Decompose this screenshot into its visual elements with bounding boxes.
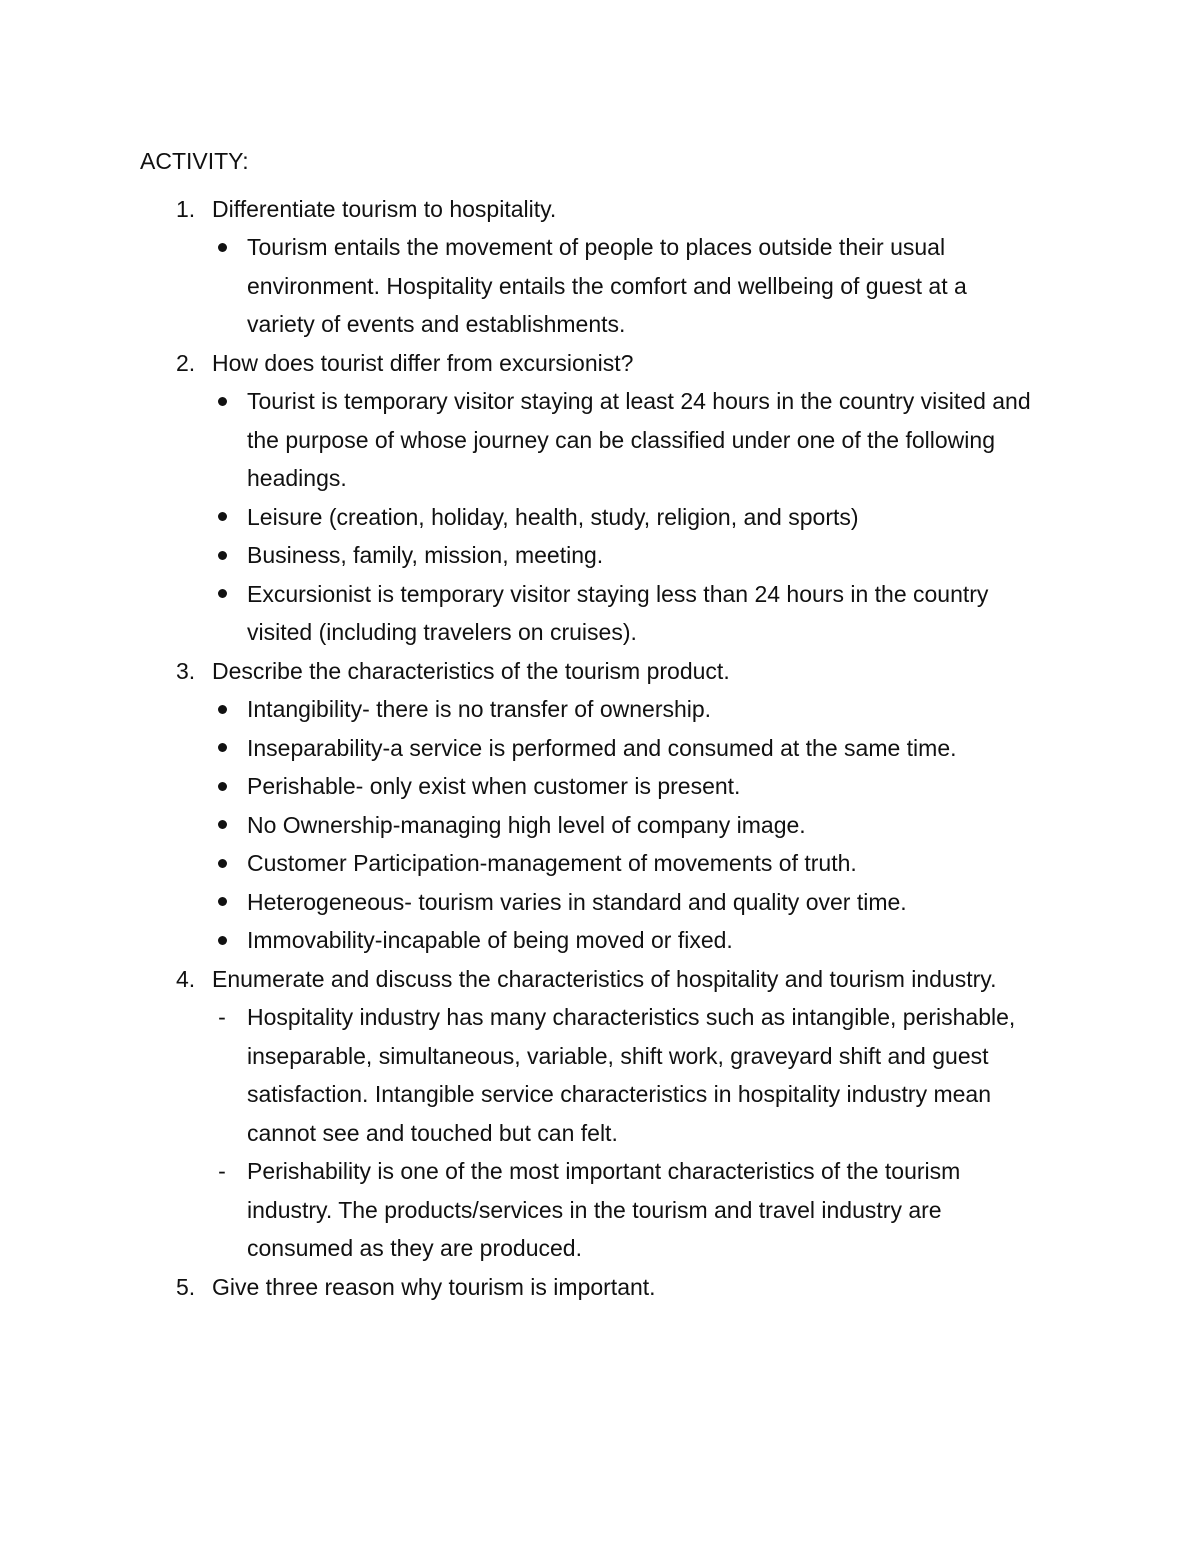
question-list: [140, 190, 1080, 1307]
answer-text: Hospitality industry has many characteristics such as intangible, perishable, inseparable, simultaneous, variable, shift work, graveyard shift and guest satisfaction. Intangible service characteristics in hospitality industry mean cannot see and touched but can felt.: [247, 1004, 1016, 1146]
bullet-dot-icon: [218, 743, 227, 752]
question-text: Differentiate tourism to hospitality.: [212, 195, 557, 222]
bullet-icon: [212, 883, 232, 922]
question-text: Enumerate and discuss the characteristics of hospitality and tourism industry.: [212, 965, 997, 992]
bullet-icon: [212, 575, 232, 614]
bullet-icon: [212, 767, 232, 806]
answer-item: [212, 998, 1037, 1152]
document-content: [140, 142, 1080, 1306]
answer-item: [212, 498, 1037, 537]
answer-item: [212, 575, 1037, 652]
bullet-dot-icon: [218, 589, 227, 598]
question-number: 5.: [176, 1273, 196, 1300]
bullet-icon: [212, 921, 232, 960]
question-item: [140, 1268, 1080, 1307]
answer-text: Perishability is one of the most important characteristics of the tourism industry. The products/services in the tourism and travel industry are consumed as they are produced.: [247, 1158, 961, 1261]
dash-icon: -: [218, 1004, 226, 1030]
answer-text: No Ownership-managing high level of company image.: [247, 811, 806, 838]
answer-item: [212, 806, 1037, 845]
answer-text: Business, family, mission, meeting.: [247, 542, 604, 568]
answer-text: Tourism entails the movement of people to places outside their usual environment. Hospitality entails the comfort and wellbeing of guest at a variety of events and establishments.: [247, 234, 967, 337]
answer-item: [212, 844, 1037, 883]
answer-item: [212, 729, 1037, 768]
bullet-icon: [212, 228, 232, 267]
answer-item: [212, 690, 1037, 729]
bullet-icon: [212, 690, 232, 729]
bullet-dot-icon: [218, 243, 227, 252]
question-item: [140, 344, 1080, 652]
bullet-dot-icon: [218, 705, 227, 714]
question-text: How does tourist differ from excursionist?: [212, 349, 634, 376]
bullet-icon: [212, 536, 232, 575]
answer-text: Tourist is temporary visitor staying at least 24 hours in the country visited and the purpose of whose journey can be classified under one of the following headings.: [247, 388, 1031, 491]
answer-text: Immovability-incapable of being moved or fixed.: [247, 927, 733, 953]
bullet-dot-icon: [218, 397, 227, 406]
answer-text: Leisure (creation, holiday, health, study, religion, and sports): [247, 503, 859, 530]
document-title: ACTIVITY:: [140, 148, 249, 174]
answer-list: [212, 228, 1080, 344]
bullet-dot-icon: [218, 551, 227, 560]
answer-item: [212, 382, 1037, 498]
bullet-dot-icon: [218, 782, 227, 791]
answer-text: Excursionist is temporary visitor staying less than 24 hours in the country visited (including travelers on cruises).: [247, 580, 989, 645]
bullet-icon: [212, 498, 232, 537]
bullet-icon: [212, 382, 232, 421]
bullet-dot-icon: [218, 859, 227, 868]
question-text: Describe the characteristics of the tourism product.: [212, 657, 730, 684]
bullet-icon: [212, 806, 232, 845]
answer-item: [212, 228, 1037, 344]
answer-item: [212, 767, 1037, 806]
question-item: [140, 652, 1080, 960]
question-number: 3.: [176, 657, 196, 684]
question-item: [140, 190, 1080, 344]
dash-icon: -: [218, 1158, 226, 1184]
bullet-dot-icon: [218, 512, 227, 521]
answer-text: Perishable- only exist when customer is present.: [247, 773, 741, 799]
bullet-dot-icon: [218, 936, 227, 945]
answer-text: Inseparability-a service is performed and consumed at the same time.: [247, 734, 957, 761]
answer-list: [212, 998, 1080, 1268]
bullet-dot-icon: [218, 897, 227, 906]
answer-item: [212, 883, 1037, 922]
bullet-dot-icon: [218, 820, 227, 829]
answer-item: [212, 1152, 1037, 1268]
question-number: 1.: [176, 195, 196, 222]
question-number: 2.: [176, 349, 196, 376]
answer-item: [212, 536, 1037, 575]
question-text: Give three reason why tourism is important.: [212, 1273, 656, 1300]
answer-item: [212, 921, 1037, 960]
answer-text: Heterogeneous- tourism varies in standard and quality over time.: [247, 888, 907, 915]
question-number: 4.: [176, 965, 196, 992]
question-item: [140, 960, 1080, 1268]
answer-list: [212, 382, 1080, 652]
answer-text: Customer Participation-management of movements of truth.: [247, 850, 857, 876]
answer-list: [212, 690, 1080, 960]
answer-text: Intangibility- there is no transfer of ownership.: [247, 696, 712, 722]
bullet-icon: [212, 729, 232, 768]
bullet-icon: [212, 844, 232, 883]
